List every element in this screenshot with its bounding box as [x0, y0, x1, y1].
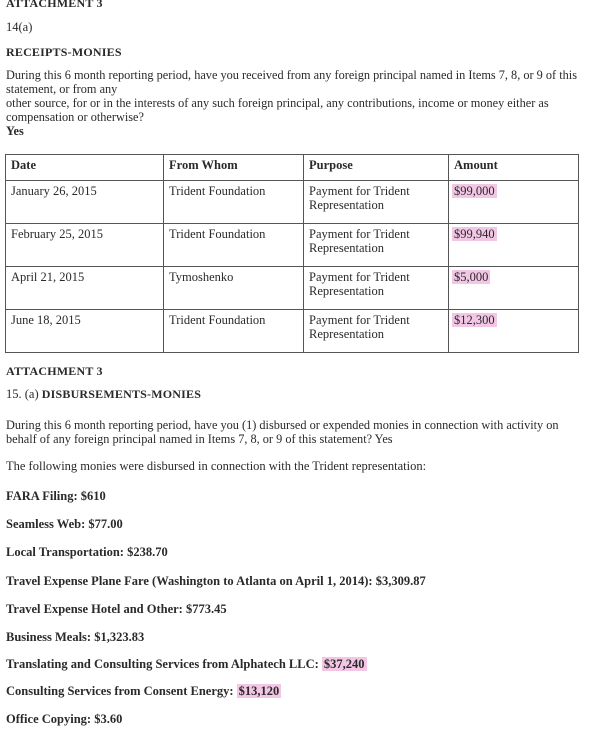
- disbursement-label: Travel Expense Plane Fare (Washington to Atlanta on April 1, 2014):: [6, 574, 373, 588]
- cell-from: Trident Foundation: [164, 224, 304, 267]
- receipts-table: [5, 154, 579, 353]
- cell-purpose: [304, 224, 449, 267]
- table-row: [6, 310, 579, 353]
- disbursement-label: Travel Expense Hotel and Other:: [6, 602, 183, 616]
- cell-purpose: [304, 267, 449, 310]
- disbursement-item: [6, 684, 281, 699]
- disbursement-item: [6, 489, 106, 504]
- purpose-line: Representation: [309, 284, 384, 298]
- disbursement-amount: $13,120: [238, 684, 280, 698]
- disbursement-amount: $37,240: [323, 657, 365, 671]
- disbursement-amount: $773.45: [185, 602, 227, 616]
- table-row: [6, 224, 579, 267]
- disbursement-amount: $77.00: [88, 517, 123, 531]
- disbursement-label: Translating and Consulting Services from Alphatech LLC:: [6, 657, 319, 671]
- cell-date: April 21, 2015: [6, 267, 164, 310]
- disbursement-amount: $1,323.83: [94, 630, 145, 644]
- section-heading-2: [6, 387, 201, 402]
- disbursement-item: [6, 630, 144, 645]
- disbursement-label: Seamless Web:: [6, 517, 86, 531]
- cell-purpose: [304, 310, 449, 353]
- disbursement-amount: $238.70: [127, 545, 168, 559]
- purpose-line: Payment for Trident: [309, 313, 410, 327]
- purpose-line: Payment for Trident: [309, 227, 410, 241]
- disbursements-question: [6, 418, 600, 446]
- disbursements-question-line: behalf of any foreign principal named in Items 7, 8, or 9 of this statement? Yes: [6, 432, 393, 446]
- receipts-question-line: other source, for or in the interests of any such foreign principal, any contributions, income or money either as compensation or otherwise?: [6, 96, 549, 124]
- table-row: [6, 181, 579, 224]
- cell-date: February 25, 2015: [6, 224, 164, 267]
- cell-from: Trident Foundation: [164, 181, 304, 224]
- highlighted-amount: $12,300: [454, 313, 495, 327]
- disbursement-item: [6, 657, 367, 672]
- purpose-line: Payment for Trident: [309, 184, 410, 198]
- disbursement-amount: $610: [80, 489, 106, 503]
- purpose-line: Representation: [309, 198, 384, 212]
- disbursement-item: [6, 602, 227, 617]
- section-heading: RECEIPTS-MONIES: [6, 45, 122, 59]
- item-number: 14(a): [6, 20, 33, 34]
- attachment-label: ATTACHMENT 3: [6, 0, 103, 10]
- disbursement-label: Consulting Services from Consent Energy:: [6, 684, 234, 698]
- purpose-line: Payment for Trident: [309, 270, 410, 284]
- cell-date: January 26, 2015: [6, 181, 164, 224]
- highlighted-amount: $5,000: [454, 270, 489, 284]
- highlighted-amount: $99,940: [454, 227, 495, 241]
- disbursement-label: Office Copying:: [6, 712, 92, 726]
- disbursements-heading: DISBURSEMENTS-MONIES: [41, 387, 202, 401]
- disbursement-amount: $3,309.87: [375, 574, 426, 588]
- table-row: [6, 267, 579, 310]
- disbursements-question-line: During this 6 month reporting period, have you (1) disbursed or expended monies in connection with activity on: [6, 418, 559, 432]
- disbursement-amount: $3.60: [94, 712, 123, 726]
- column-header-amount: Amount: [449, 155, 579, 181]
- attachment-label-2: ATTACHMENT 3: [6, 364, 103, 378]
- cell-amount: [449, 310, 579, 353]
- cell-amount: [449, 181, 579, 224]
- purpose-line: Representation: [309, 327, 384, 341]
- disbursement-label: FARA Filing:: [6, 489, 78, 503]
- cell-amount: [449, 224, 579, 267]
- disbursement-item: [6, 574, 426, 589]
- receipts-answer: Yes: [6, 124, 24, 138]
- disbursement-item: [6, 712, 122, 727]
- cell-from: Trident Foundation: [164, 310, 304, 353]
- cell-amount: [449, 267, 579, 310]
- receipts-question-line: During this 6 month reporting period, have you received from any foreign principal named in Items 7, 8, or 9 of this statement, or from any: [6, 68, 577, 96]
- disbursements-intro: The following monies were disbursed in connection with the Trident representation:: [6, 459, 427, 473]
- purpose-line: Representation: [309, 241, 384, 255]
- disbursement-item: [6, 545, 168, 560]
- cell-from: Tymoshenko: [164, 267, 304, 310]
- receipts-question: [6, 68, 600, 138]
- disbursement-item: [6, 517, 123, 532]
- cell-purpose: [304, 181, 449, 224]
- table-header-row: [6, 155, 579, 181]
- column-header-from-whom: From Whom: [164, 155, 304, 181]
- column-header-date: Date: [6, 155, 164, 181]
- highlighted-amount: $99,000: [454, 184, 495, 198]
- item-number-2: 15. (a): [6, 387, 39, 401]
- cell-date: June 18, 2015: [6, 310, 164, 353]
- disbursement-label: Business Meals:: [6, 630, 92, 644]
- disbursement-label: Local Transportation:: [6, 545, 124, 559]
- column-header-purpose: Purpose: [304, 155, 449, 181]
